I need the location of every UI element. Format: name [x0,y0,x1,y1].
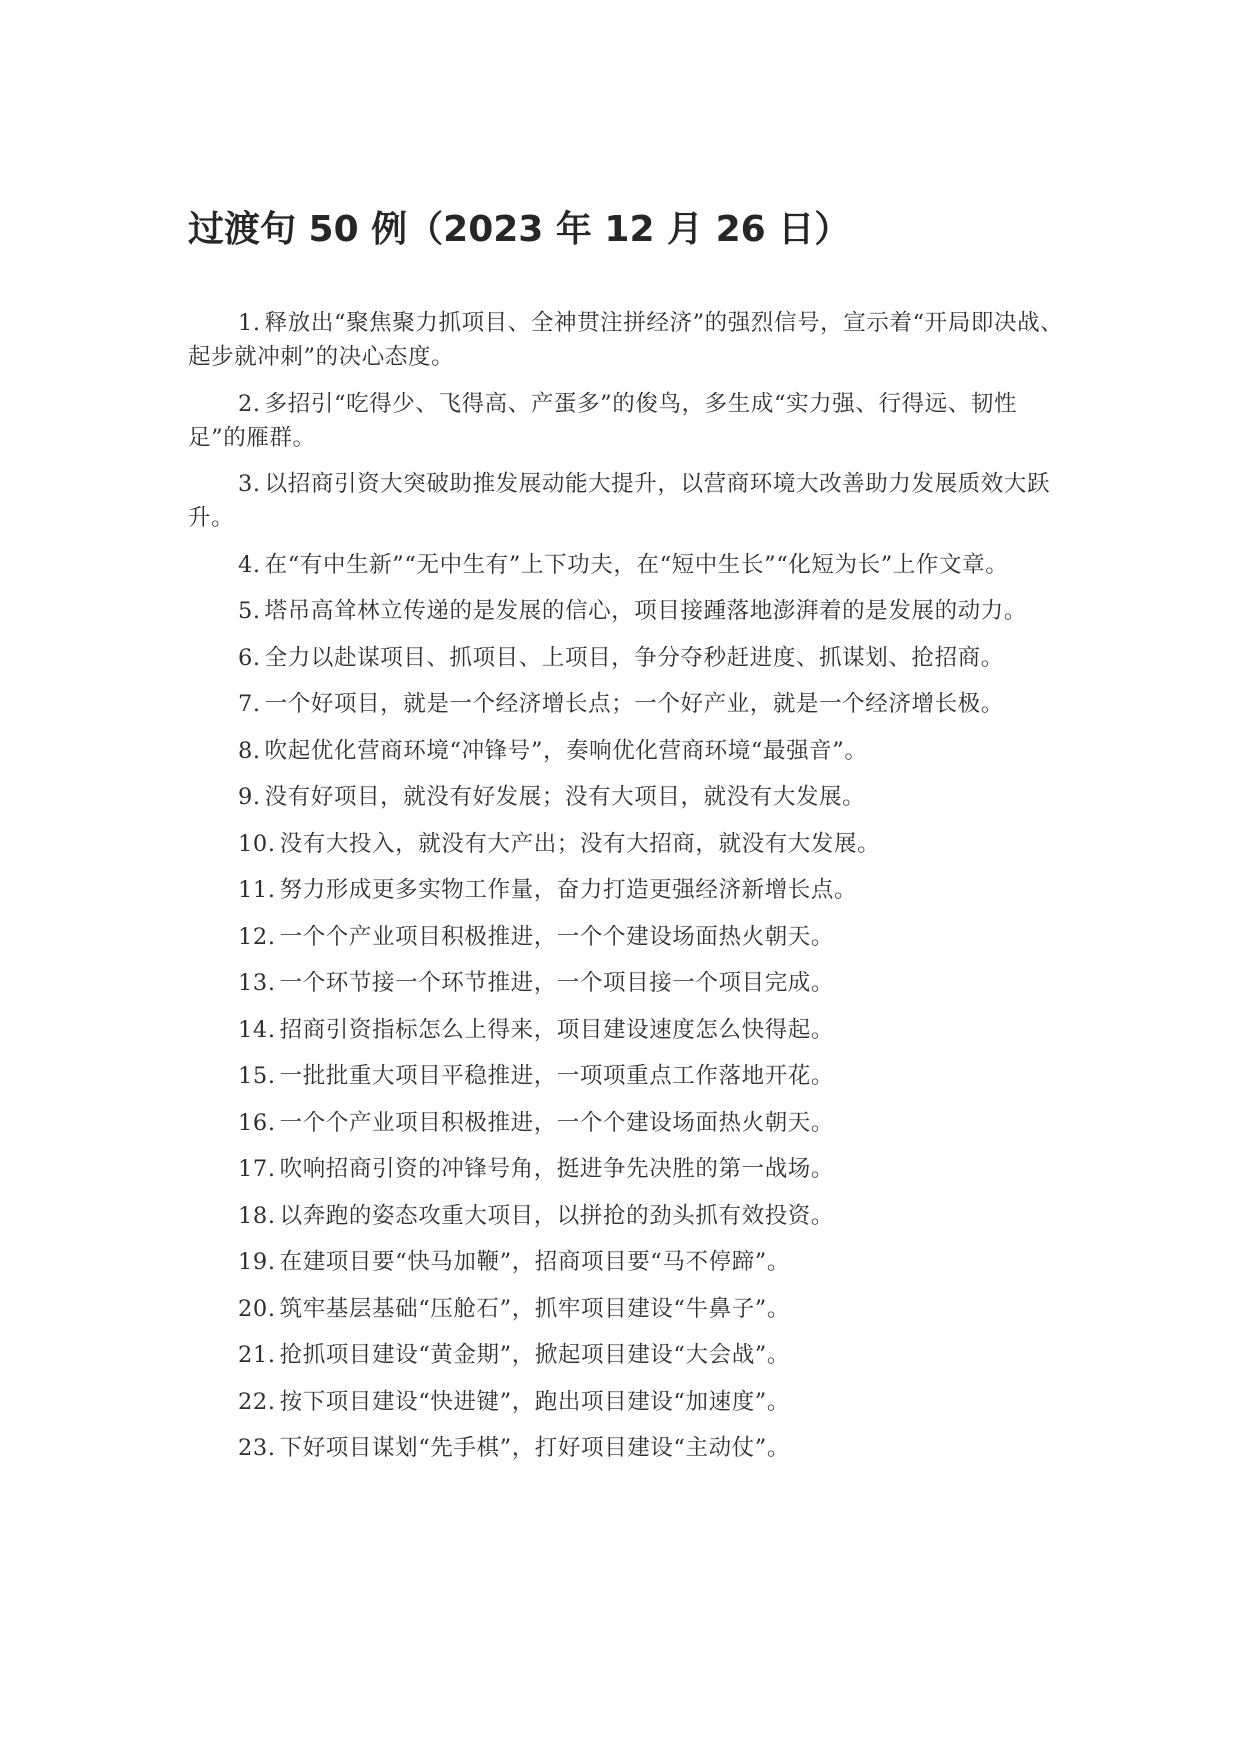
item-text: 一个个产业项目积极推进，一个个建设场面热火朝天。 [279,1109,834,1136]
list-item [188,1152,1068,1186]
item-number: 7. [238,691,261,717]
list-item [188,594,1068,628]
list-item [188,1199,1068,1233]
item-text: 全力以赴谋项目、抓项目、上项目，争分夺秒赶进度、抓谋划、抢招商。 [264,644,1004,671]
item-number: 23. [238,1435,276,1461]
sentence-list [188,306,1068,1478]
list-item [188,306,1068,374]
item-number: 22. [238,1388,276,1415]
list-item [188,873,1068,907]
item-text: 一批批重大项目平稳推进，一项项重点工作落地开花。 [279,1063,834,1089]
item-text: 没有大投入，就没有大产出；没有大招商，就没有大发展。 [279,830,881,857]
item-text: 努力形成更多实物工作量，奋力打造更强经济新增长点。 [279,877,858,903]
item-text: 下好项目谋划“先手棋”，打好项目建设“主动仗”。 [279,1435,791,1461]
item-number: 19. [238,1249,276,1275]
list-item [188,1013,1068,1047]
item-number: 4. [238,551,261,578]
list-item [188,467,1068,535]
list-item [188,1059,1068,1093]
item-text: 在建项目要“快马加鞭”，招商项目要“马不停蹄”。 [279,1249,791,1275]
list-item [188,780,1068,814]
item-number: 10. [238,830,276,857]
item-number: 9. [238,784,261,810]
item-text: 一个好项目，就是一个经济增长点；一个好产业，就是一个经济增长极。 [264,691,1004,717]
item-text: 筑牢基层基础“压舱石”，抓牢项目建设“牛鼻子”。 [279,1295,791,1322]
item-text: 在“有中生新”“无中生有”上下功夫，在“短中生长”“化短为长”上作文章。 [264,551,1009,578]
item-text: 释放出“聚焦聚力抓项目、全神贯注拼经济”的强烈信号，宣示着“开局即决战、起步就冲刺”的决心态度。 [188,310,1064,370]
item-text: 塔吊高耸林立传递的是发展的信心，项目接踵落地澎湃着的是发展的动力。 [264,598,1027,624]
item-text: 吹起优化营商环境“冲锋号”，奏响优化营商环境“最强音”。 [264,737,868,764]
item-text: 一个个产业项目积极推进，一个个建设场面热火朝天。 [279,923,834,950]
list-item [188,1245,1068,1279]
item-number: 1. [238,310,261,336]
item-number: 21. [238,1342,276,1368]
list-item [188,966,1068,1000]
item-number: 12. [238,923,276,950]
list-item [188,641,1068,675]
item-text: 一个环节接一个环节推进，一个项目接一个项目完成。 [279,970,834,996]
list-item [188,920,1068,954]
item-number: 3. [238,471,261,497]
item-number: 20. [238,1295,276,1322]
list-item [188,548,1068,582]
item-number: 8. [238,737,261,764]
list-item [188,1106,1068,1140]
list-item [188,1338,1068,1372]
item-number: 15. [238,1063,276,1089]
item-number: 11. [238,877,276,903]
list-item [188,387,1068,455]
list-item [188,827,1068,861]
page-title: 过渡句 50 例（2023 年 12 月 26 日） [188,209,851,250]
list-item [188,1385,1068,1419]
list-item [188,734,1068,768]
list-item [188,687,1068,721]
list-item [188,1431,1068,1465]
item-number: 13. [238,970,276,996]
list-item [188,1292,1068,1326]
item-number: 2. [238,390,261,417]
item-text: 没有好项目，就没有好发展；没有大项目，就没有大发展。 [264,784,866,810]
item-text: 抢抓项目建设“黄金期”，掀起项目建设“大会战”。 [279,1342,791,1368]
item-number: 6. [238,644,261,671]
item-number: 16. [238,1109,276,1136]
item-text: 按下项目建设“快进键”，跑出项目建设“加速度”。 [279,1388,791,1415]
item-text: 招商引资指标怎么上得来，项目建设速度怎么快得起。 [279,1016,834,1043]
item-number: 18. [238,1202,276,1229]
item-text: 以奔跑的姿态攻重大项目，以拼抢的劲头抓有效投资。 [279,1202,834,1229]
item-text: 以招商引资大突破助推发展动能大提升，以营商环境大改善助力发展质效大跃升。 [188,471,1051,531]
item-text: 多招引“吃得少、飞得高、产蛋多”的俊鸟，多生成“实力强、行得远、韧性足”的雁群。 [188,390,1018,451]
item-text: 吹响招商引资的冲锋号角，挺进争先决胜的第一战场。 [279,1156,834,1182]
item-number: 17. [238,1156,276,1182]
item-number: 5. [238,598,261,624]
item-number: 14. [238,1016,276,1043]
